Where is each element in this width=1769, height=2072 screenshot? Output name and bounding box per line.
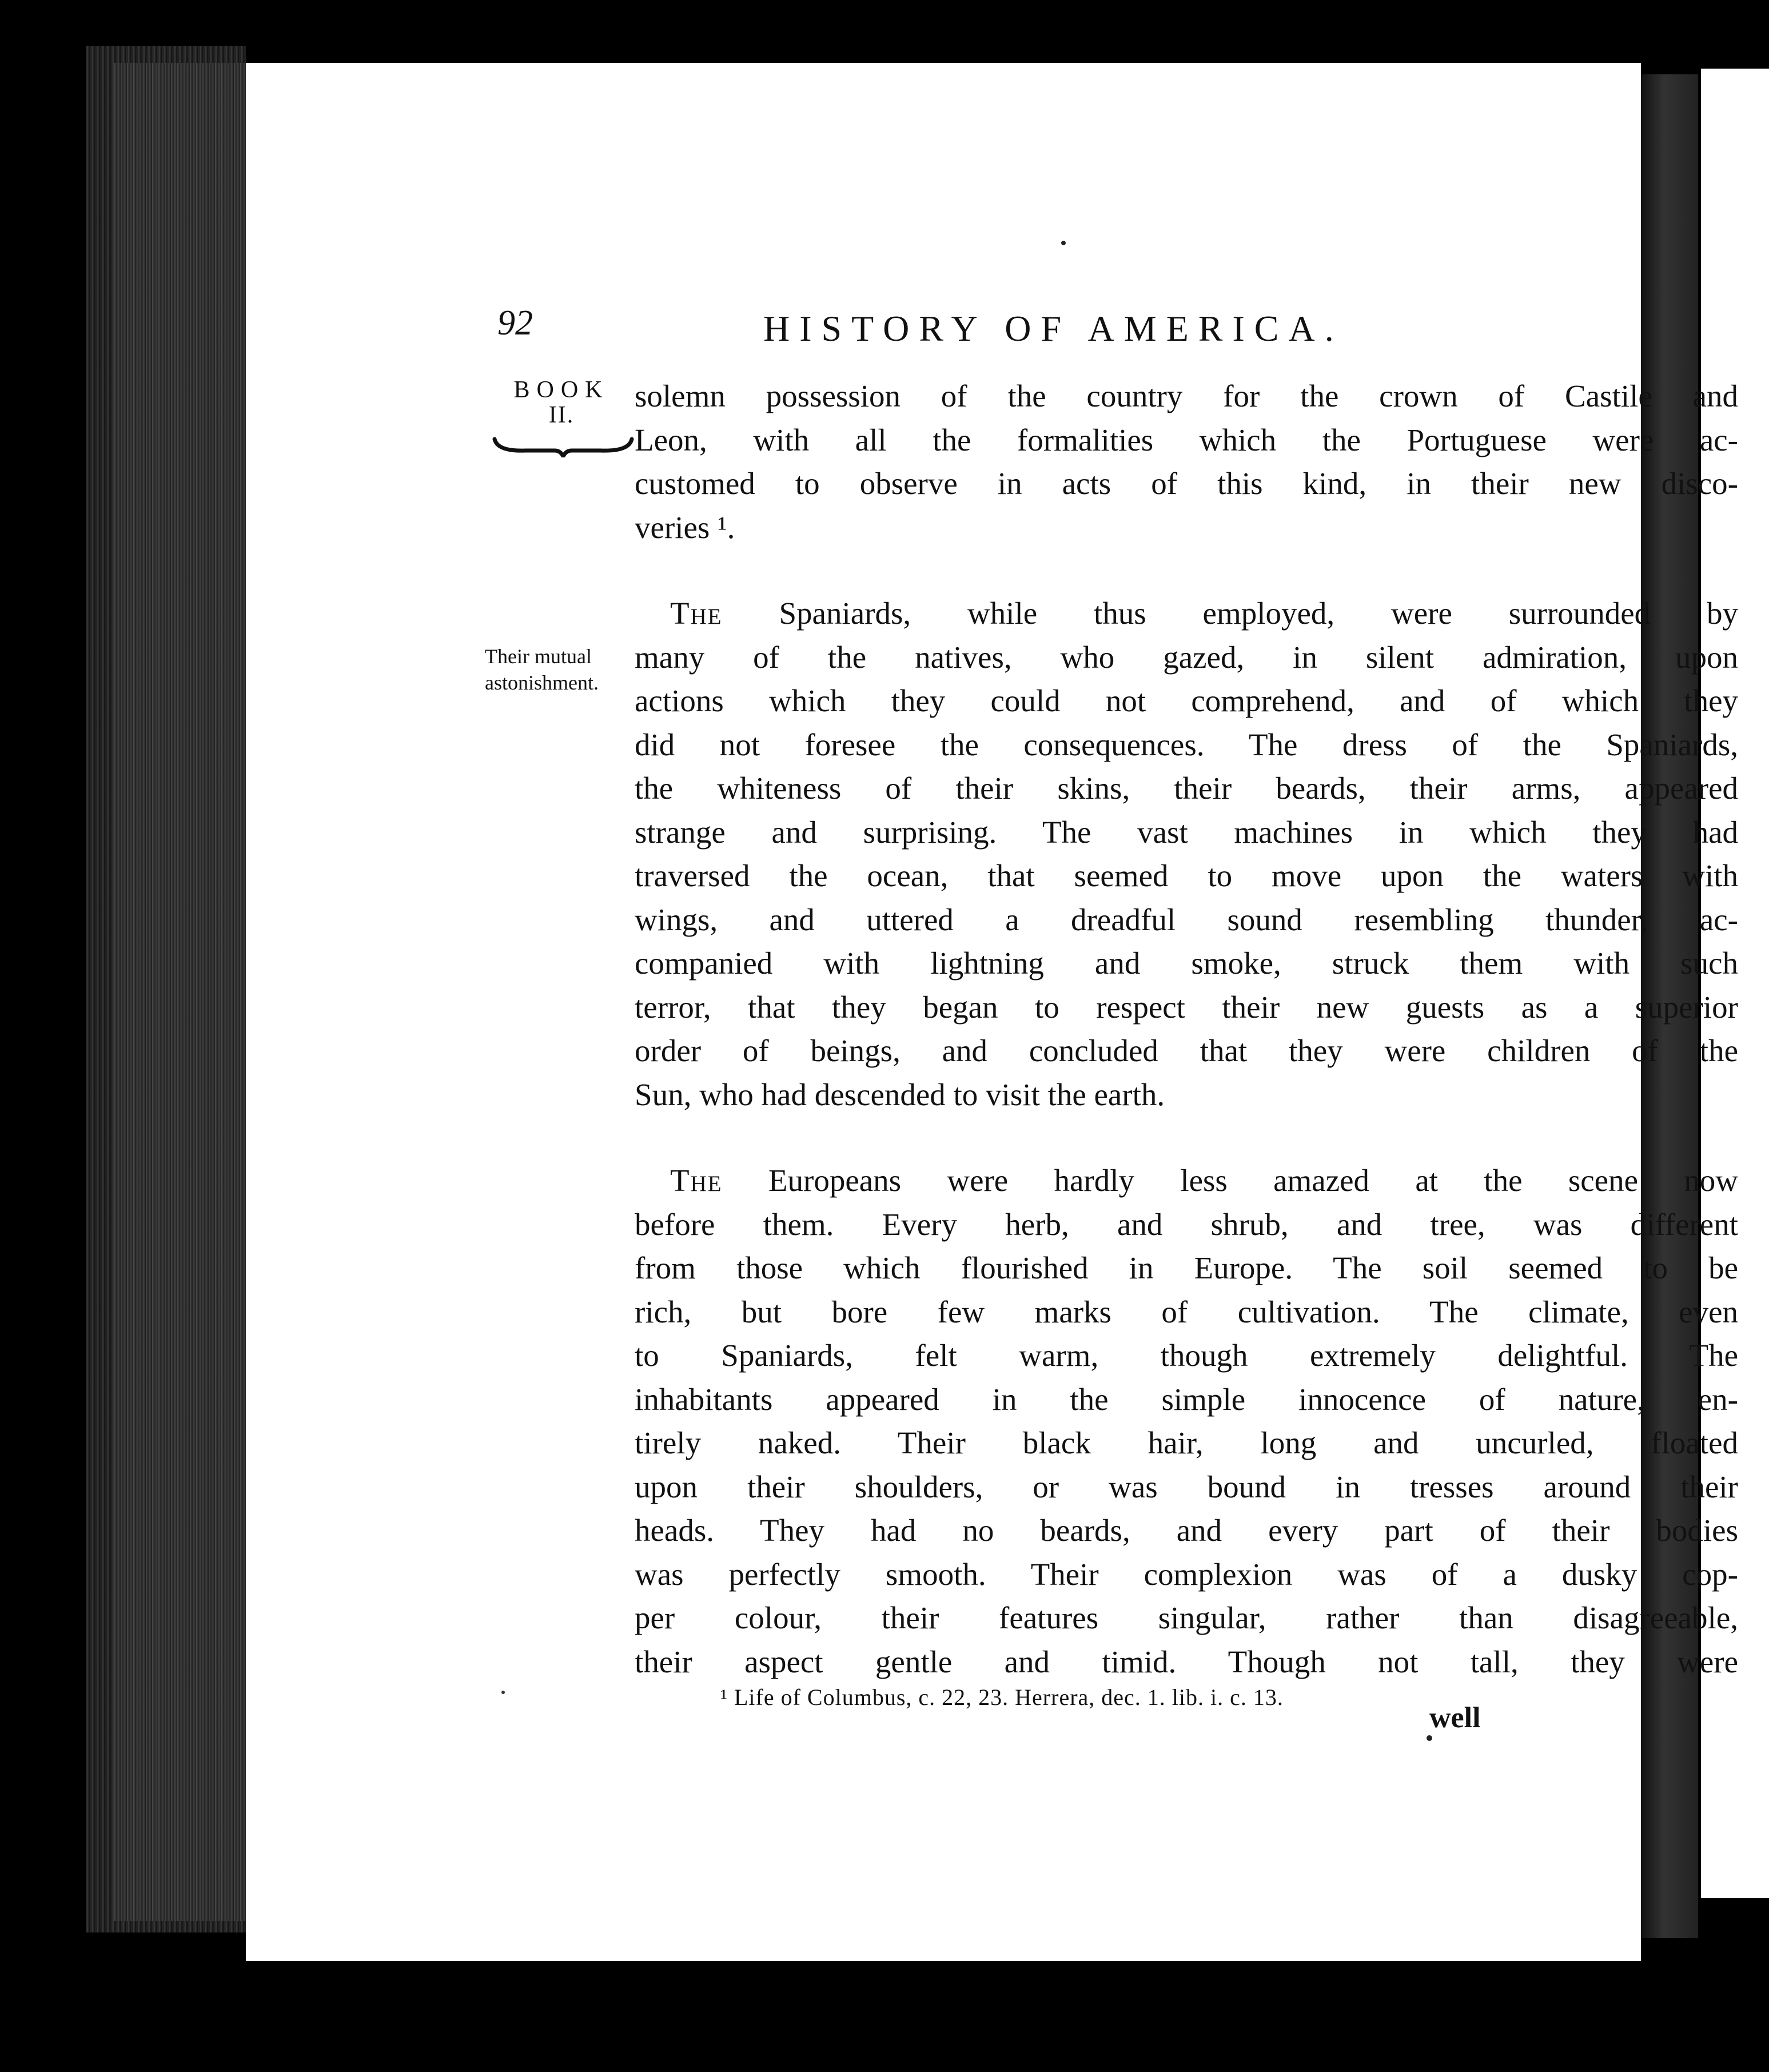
margin-sidenote: Their mutual astonishment. xyxy=(485,645,599,694)
text-line: traversed the ocean, that seemed to move upon the waters with xyxy=(635,858,1738,893)
text-line: customed to observe in acts of this kind, in their new disco- xyxy=(635,466,1738,501)
paragraph-3 xyxy=(635,1159,1738,1684)
book-label: BOOK xyxy=(513,377,609,403)
text-line xyxy=(635,1159,1738,1203)
brace-ornament xyxy=(492,435,635,457)
paragraph-2 xyxy=(635,592,1738,1117)
catchword: well xyxy=(1429,1702,1481,1734)
text-line: wings, and uttered a dreadful sound resembling thunder, ac- xyxy=(635,902,1738,937)
text-line-rest: Europeans were hardly less amazed at the scene now xyxy=(768,1163,1738,1198)
text-line: actions which they could not comprehend, and of which they xyxy=(635,683,1738,718)
text-line: did not foresee the consequences. The dress of the Spaniards, xyxy=(635,727,1738,762)
text-line: their aspect gentle and timid. Though not tall, they were xyxy=(635,1644,1738,1679)
text-line: Sun, who had descended to visit the earth. xyxy=(635,1077,1165,1112)
book-page-edges-inner xyxy=(114,63,246,1921)
text-line: Leon, with all the formalities which the Portuguese were ac- xyxy=(635,422,1738,457)
paragraph-lead-word: The xyxy=(670,1163,723,1198)
text-line-rest: Spaniards, while thus employed, were surrounded by xyxy=(779,596,1739,631)
text-line xyxy=(635,592,1738,636)
text-line: per colour, their features singular, rather than disagreeable, xyxy=(635,1600,1738,1635)
page-number: 92 xyxy=(497,304,533,342)
book-page xyxy=(246,63,1739,1961)
paragraph-lead-word: The xyxy=(670,596,723,631)
footnote: ¹ Life of Columbus, c. 22, 23. Herrera, dec. 1. lib. i. c. 13. xyxy=(720,1684,1284,1710)
text-line: the whiteness of their skins, their beards, their arms, appeared xyxy=(635,771,1738,806)
text-line: rich, but bore few marks of cultivation. The climate, even xyxy=(635,1294,1738,1329)
margin-book-label xyxy=(493,377,630,428)
paragraph-1 xyxy=(635,374,1738,549)
text-line: terror, that they began to respect their new guests as a superior xyxy=(635,989,1738,1025)
text-line: strange and surprising. The vast machines in which they had xyxy=(635,814,1738,850)
text-line: to Spaniards, felt warm, though extremely delightful. The xyxy=(635,1338,1738,1373)
text-line: solemn possession of the country for the crown of Castile and xyxy=(635,378,1738,413)
text-line: inhabitants appeared in the simple innocence of nature, en- xyxy=(635,1381,1738,1417)
text-line: order of beings, and concluded that they were children of the xyxy=(635,1033,1738,1068)
running-head xyxy=(246,303,1641,354)
text-line: from those which flourished in Europe. The soil seemed to be xyxy=(635,1250,1738,1285)
text-line: upon their shoulders, or was bound in tresses around their xyxy=(635,1469,1738,1504)
text-line: tirely naked. Their black hair, long and uncurled, floated xyxy=(635,1425,1738,1460)
text-line: before them. Every herb, and shrub, and tree, was different xyxy=(635,1206,1738,1242)
running-title: HISTORY OF AMERICA. xyxy=(763,308,1344,349)
text-line: veries ¹. xyxy=(635,509,735,545)
text-line: was perfectly smooth. Their complexion was of a dusky cop- xyxy=(635,1556,1738,1592)
body-text xyxy=(635,374,1738,1684)
book-number: II. xyxy=(548,402,575,428)
text-line: companied with lightning and smoke, struck them with such xyxy=(635,946,1738,981)
text-line: many of the natives, who gazed, in silent admiration, upon xyxy=(635,639,1738,675)
text-line: heads. They had no beards, and every part of their bodies xyxy=(635,1513,1738,1548)
